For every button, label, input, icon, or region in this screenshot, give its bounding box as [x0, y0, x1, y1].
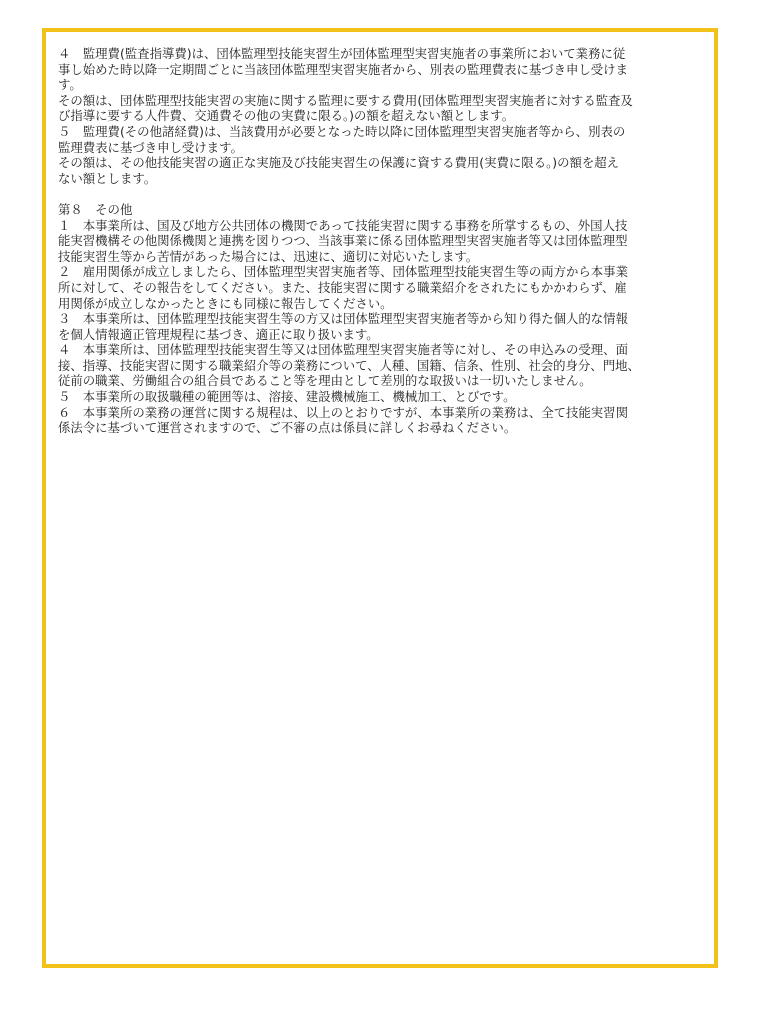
text-line: 監理費表に基づき申し受けます。 [58, 139, 243, 155]
text-line: 事し始めた時以降一定期間ごとに当該団体監理型実習実施者から、別表の監理費表に基づき申し受けま [58, 61, 628, 77]
text-line: ４ 本事業所は、団体監理型技能実習生等又は団体監理型実習実施者等に対し、その申込みの受理、面 [58, 342, 628, 358]
text-line: ４ 監理費(監査指導費)は、団体監理型技能実習生が団体監理型実習実施者の事業所において業務に従 [58, 46, 626, 61]
text-line: 所に対して、その報告をしてください。また、技能実習に関する職業紹介をされたにもかかわらず、雇 [58, 279, 627, 295]
text-line: その額は、団体監理型技能実習の実施に関する監理に要する費用(団体監理型実習実施者に対する監査及 [58, 92, 633, 108]
text-line: ない額とします。 [58, 170, 157, 186]
text-line: を個人情報適正管理規程に基づき、適正に取り扱います。 [58, 326, 379, 342]
text-line: 係法令に基づいて運営されますので、ご不審の点は係員に詳しくお尋ねください。 [58, 420, 517, 436]
text-line: 能実習機構その他関係機関と連携を図りつつ、当該事業に係る団体監理型実習実施者等又は団体監理型 [58, 233, 628, 249]
text-line: 用関係が成立しなかったときにも同様に報告してください。 [58, 295, 393, 311]
text-line: 接、指導、技能実習に関する職業紹介等の業務について、人種、国籍、信条、性別、社会的身分、門地、 [58, 357, 640, 373]
text-line: ６ 本事業所の業務の運営に関する規程は、以上のとおりですが、本事業所の業務は、全て技能実習関 [58, 404, 628, 420]
text-line: ３ 本事業所は、団体監理型技能実習生等の方又は団体監理型実習実施者等から知り得た個人的な情報 [58, 311, 628, 327]
text-line: １ 本事業所は、国及び地方公共団体の機関であって技能実習に関する事務を所掌するもの、外国人技 [58, 217, 628, 233]
text-line: ２ 雇用関係が成立しましたら、団体監理型実習実施者等、団体監理型技能実習生等の両方から本事業 [58, 264, 628, 280]
blank-line [58, 186, 704, 202]
text-line: 従前の職業、労働組合の組合員であること等を理由として差別的な取扱いは一切いたしません。 [58, 373, 592, 389]
text-line: び指導に要する人件費、交通費その他の実費に限る。)の額を超えない額とします。 [58, 108, 515, 124]
text-line: ５ 監理費(その他諸経費)は、当該費用が必要となった時以降に団体監理型実習実施者等から、別表の [58, 123, 626, 139]
text-line: その額は、その他技能実習の適正な実施及び技能実習生の保護に資する費用(実費に限る。)の額を超え [58, 155, 620, 171]
document-frame [42, 28, 718, 968]
text-line: ５ 本事業所の取扱職種の範囲等は、溶接、建設機械施工、機械加工、とびです。 [58, 389, 516, 405]
text-line: す。 [58, 77, 82, 93]
text-line: 技能実習生等から苦情があった場合には、迅速に、適切に対応いたします。 [58, 248, 479, 264]
section-heading: 第８ その他 [58, 201, 133, 217]
